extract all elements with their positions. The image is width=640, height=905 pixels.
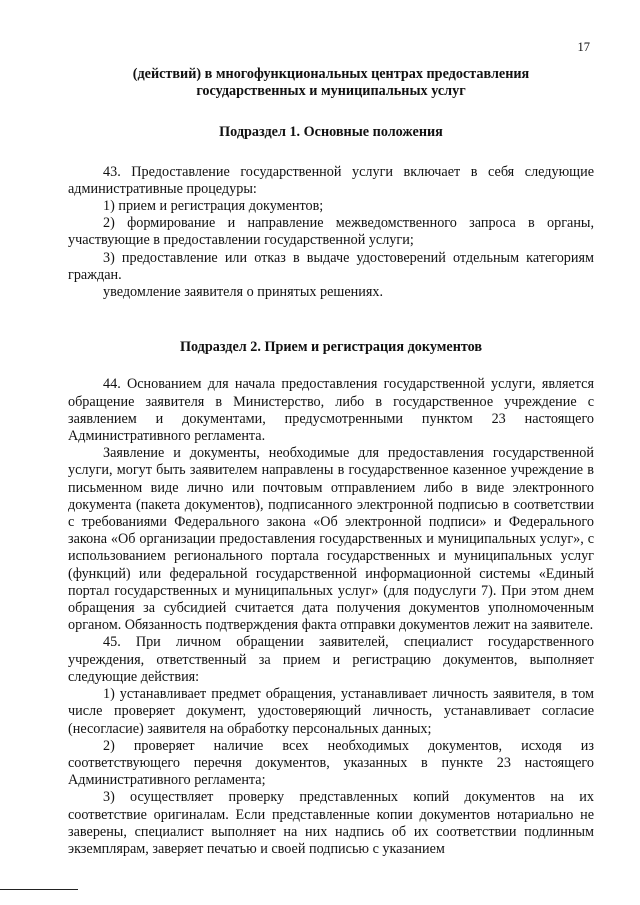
section-2-heading: Подраздел 2. Прием и регистрация документов (179, 339, 483, 356)
list-item-notification: уведомление заявителя о принятых решениях. (103, 284, 383, 301)
page-number: 17 (577, 40, 590, 54)
header-title-line-1: (действий) в многофункциональных центрах предоставления (132, 66, 530, 82)
section-1-heading: Подраздел 1. Основные положения (219, 124, 443, 141)
header-title-line-2: государственных и муниципальных услуг (196, 83, 466, 100)
list-item-2: 2) формирование и направление межведомственного запроса в органы, участвующие в предоставлении государственной услуги; (68, 215, 594, 249)
paragraph-44: 44. Основанием для начала предоставления государственной услуги, является обращение заявителя в Министерство, либо в государственное учреждение с заявлением и документами, предусмотренными пунктом 23 настоящего Административного регламента. (68, 376, 594, 445)
paragraph-45: 45. При личном обращении заявителей, специалист государственного учреждения, ответственный за прием и регистрацию документов, выполняет следующие действия: (68, 634, 594, 685)
document-body (68, 66, 594, 858)
action-item-1: 1) устанавливает предмет обращения, устанавливает личность заявителя, в том числе проверяет документ, удостоверяющий личность, устанавливает согласие (несогласие) заявителя на обработку персональных данных; (68, 686, 594, 737)
list-item-1: 1) прием и регистрация документов; (103, 198, 324, 215)
action-item-3: 3) осуществляет проверку представленных копий документов на их соответствие оригиналам. Если представленные копии документов нотариально не заверены, специалист выполняет на них надпись об их соответствии подлинным экземплярам, заверяет печатью и своей подписью с указанием (68, 789, 594, 857)
paragraph-application-docs: Заявление и документы, необходимые для предоставления государственной услуги, могут быть заявителем направлены в государственное казенное учреждение в письменном виде лично или почтовым отправлением либо в виде электронного документа (пакета документов), подписанного электронной подписью в соответствии с требованиями Федерального закона «Об электронной подписи» и Федерального закона «Об организации предоставления государственных и муниципальных услуг», с использованием регионального портала государственных и муниципальных услуг (функций) или федеральной государственной информационной системы «Единый портал государственных и муниципальных услуг» (для подуслуги 7). При этом днем обращения за субсидией считается дата получения документов уполномоченным органом. Обязанность подтверждения факта отправки документов лежит на заявителе. (68, 445, 594, 634)
list-item-3: 3) предоставление или отказ в выдаче удостоверений отдельным категориям граждан. (68, 249, 594, 283)
paragraph-43: 43. Предоставление государственной услуги включает в себя следующие административные процедуры: (68, 163, 594, 197)
footnote-divider (0, 889, 78, 890)
action-item-2: 2) проверяет наличие всех необходимых документов, исходя из соответствующего перечня документов, указанных в пункте 23 настоящего Административного регламента; (68, 737, 594, 789)
